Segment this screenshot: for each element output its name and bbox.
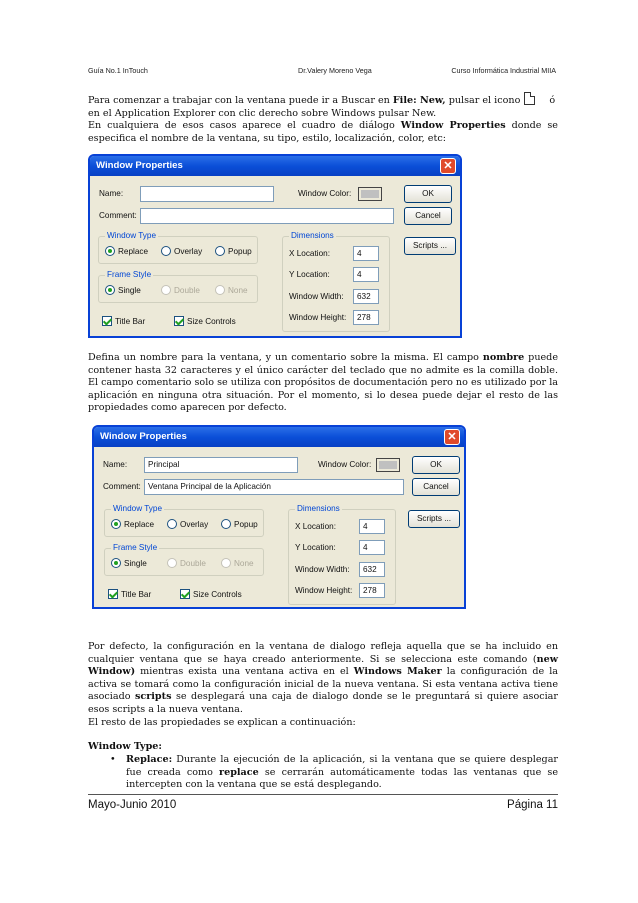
comment-input[interactable]: Ventana Principal de la Aplicación	[144, 479, 404, 495]
size-controls-label: Size Controls	[193, 589, 242, 599]
x-location-label: X Location:	[289, 249, 330, 258]
window-height-input[interactable]: 278	[353, 310, 379, 325]
radio-icon	[167, 558, 177, 568]
none-label: None	[234, 558, 254, 568]
page-header	[88, 66, 556, 80]
y-location-input[interactable]: 4	[359, 540, 385, 555]
paragraph-bold-scripts: scripts	[134, 691, 172, 703]
header-course-name: Curso Informática Industrial MIIA	[451, 66, 556, 75]
name-label: Name:	[103, 460, 128, 469]
cancel-button[interactable]: Cancel	[412, 478, 460, 496]
footer-divider	[88, 794, 558, 795]
popup-label: Popup	[228, 246, 252, 256]
x-location-label: X Location:	[295, 522, 336, 531]
new-document-icon	[524, 92, 535, 105]
paragraph-text: mientras exista una ventana activa en el	[135, 666, 354, 678]
x-location-input[interactable]: 4	[353, 246, 379, 261]
dimensions-group	[282, 231, 390, 332]
title-bar-label: Title Bar	[115, 316, 146, 326]
intro-text: donde se especifica el nombre de la ventana, su tipo, estilo, localización, color, etc:	[88, 120, 558, 144]
window-color-swatch[interactable]	[358, 187, 382, 201]
title-bar-checkbox[interactable]	[102, 316, 145, 326]
radio-icon	[215, 246, 225, 256]
intro-paragraph	[88, 92, 558, 145]
paragraph-bold-windows-maker: Windows Maker	[353, 666, 442, 678]
popup-radio[interactable]	[215, 246, 252, 256]
bullet-text: se cerrarán automáticamente todas las ventanas que se intercepten con la ventana que se está desplegando.	[126, 766, 558, 791]
intro-text: en el Application Explorer con clic derecho sobre Windows pulsar New.	[88, 107, 437, 119]
replace-label: Replace	[124, 519, 155, 529]
frame-style-title: Frame Style	[107, 270, 152, 279]
dialog-title: Window Properties	[94, 427, 464, 447]
double-label: Double	[174, 285, 200, 295]
single-radio[interactable]	[111, 558, 147, 568]
ok-button[interactable]: OK	[412, 456, 460, 474]
window-properties-dialog-empty	[88, 154, 462, 338]
paragraph-text: Defina un nombre para la ventana, y un comentario sobre la misma. El campo	[88, 352, 483, 363]
radio-selected-icon	[105, 246, 115, 256]
comment-input[interactable]	[140, 208, 394, 224]
checkbox-checked-icon	[180, 589, 190, 599]
intro-window-properties: Window Properties	[400, 120, 506, 132]
single-radio[interactable]	[105, 285, 141, 295]
radio-selected-icon	[105, 285, 115, 295]
footer-page-number: Página 11	[507, 799, 558, 811]
checkbox-checked-icon	[102, 316, 112, 326]
single-label: Single	[118, 285, 141, 295]
dimensions-group	[288, 504, 396, 605]
bullet-text: Durante la ejecución de la aplicación, si la ventana que se quiere desplegar fue creada como	[126, 754, 558, 778]
frame-style-group	[98, 270, 258, 303]
window-color-label: Window Color:	[298, 189, 352, 198]
y-location-label: Y Location:	[289, 270, 330, 279]
window-width-label: Window Width:	[295, 565, 350, 574]
dialog-title: Window Properties	[90, 156, 460, 176]
y-location-input[interactable]: 4	[353, 267, 379, 282]
window-height-label: Window Height:	[295, 586, 353, 595]
intro-text: En cualquiera de esos casos aparece el cuadro de diálogo	[88, 120, 401, 132]
cancel-button[interactable]: Cancel	[404, 207, 452, 225]
window-type-group	[104, 504, 264, 537]
overlay-label: Overlay	[174, 246, 203, 256]
close-button[interactable]	[440, 158, 456, 174]
checkbox-checked-icon	[174, 316, 184, 326]
radio-icon	[161, 246, 171, 256]
paragraph-text: se desplegará una caja de dialogo donde se le preguntará si quiere asociar esos scripts a la nueva ventana.	[88, 691, 558, 715]
checkbox-checked-icon	[108, 589, 118, 599]
window-type-title: Window Type	[113, 504, 162, 513]
scripts-button[interactable]: Scripts ...	[408, 510, 460, 528]
radio-icon	[221, 558, 231, 568]
replace-radio[interactable]	[111, 519, 154, 529]
close-icon: ✕	[447, 431, 457, 443]
replace-bullet	[106, 754, 558, 792]
size-controls-checkbox[interactable]	[174, 316, 236, 326]
double-label: Double	[180, 558, 206, 568]
y-location-label: Y Location:	[295, 543, 336, 552]
close-icon: ✕	[443, 160, 453, 172]
window-width-input[interactable]: 632	[359, 562, 385, 577]
name-label: Name:	[99, 189, 124, 198]
window-height-label: Window Height:	[289, 313, 347, 322]
none-radio[interactable]	[221, 558, 254, 568]
replace-radio[interactable]	[105, 246, 148, 256]
paragraph-text: Por defecto, la configuración en la ventana de dialogo refleja aquella que se ha incluido en cualquier ventana que se haya creado anteriormente. Si se selecciona este comando (	[88, 641, 558, 665]
size-controls-label: Size Controls	[187, 316, 236, 326]
radio-icon	[215, 285, 225, 295]
none-label: None	[228, 285, 248, 295]
name-input[interactable]	[140, 186, 274, 202]
intro-text: ó	[549, 95, 556, 106]
intro-text: Para comenzar a trabajar con la ventana puede ir a Buscar en	[88, 95, 393, 106]
replace-label: Replace	[118, 246, 149, 256]
header-author: Dr.Valery Moreno Vega	[298, 66, 372, 75]
paragraph-text: El resto de las propiedades se explican a continuación:	[88, 716, 356, 728]
popup-radio[interactable]	[221, 519, 258, 529]
bullet-term-replace: Replace:	[126, 754, 173, 765]
paragraph-bold-nombre: nombre	[482, 352, 525, 363]
intro-file-new: File: New,	[392, 95, 446, 106]
frame-style-title: Frame Style	[113, 543, 158, 552]
close-button[interactable]	[444, 429, 460, 445]
window-height-input[interactable]: 278	[359, 583, 385, 598]
comment-label: Comment:	[103, 482, 141, 491]
dimensions-title: Dimensions	[297, 504, 340, 513]
double-radio[interactable]	[167, 558, 206, 568]
title-bar-checkbox[interactable]	[108, 589, 151, 599]
window-color-label: Window Color:	[318, 460, 372, 469]
paragraph-bold-new-window: new Window)	[88, 653, 558, 678]
window-type-group	[98, 231, 258, 264]
size-controls-checkbox[interactable]	[180, 589, 242, 599]
window-properties-dialog-filled	[92, 425, 466, 609]
window-type-heading: Window Type:	[88, 741, 162, 752]
window-width-label: Window Width:	[289, 292, 344, 301]
radio-icon	[167, 519, 177, 529]
overlay-radio[interactable]	[167, 519, 208, 529]
ok-button[interactable]: OK	[404, 185, 452, 203]
overlay-label: Overlay	[180, 519, 209, 529]
bullet-bold-replace: replace	[219, 766, 259, 778]
none-radio[interactable]	[215, 285, 248, 295]
comment-label: Comment:	[99, 211, 137, 220]
window-width-input[interactable]: 632	[353, 289, 379, 304]
double-radio[interactable]	[161, 285, 200, 295]
title-bar-label: Title Bar	[121, 589, 152, 599]
overlay-radio[interactable]	[161, 246, 202, 256]
x-location-input[interactable]: 4	[359, 519, 385, 534]
scripts-button[interactable]: Scripts ...	[404, 237, 456, 255]
defaults-paragraph	[88, 641, 558, 729]
dimensions-title: Dimensions	[291, 231, 334, 240]
window-type-title: Window Type	[107, 231, 156, 240]
radio-icon	[161, 285, 171, 295]
popup-label: Popup	[234, 519, 258, 529]
single-label: Single	[124, 558, 147, 568]
window-color-swatch[interactable]	[376, 458, 400, 472]
name-input[interactable]: Principal	[144, 457, 298, 473]
paragraph-text: puede contener hasta 32 caracteres y el único carácter del teclado que no admite es la comilla doble. El campo comentario solo se utiliza con propósitos de documentación pero no es utilizado por la aplicación en ninguna otra situación. Por el momento, si lo desea puede dejar el resto de las propiedades como aparecen por defecto.	[88, 352, 558, 414]
radio-selected-icon	[111, 519, 121, 529]
page-footer	[88, 799, 558, 815]
radio-icon	[221, 519, 231, 529]
frame-style-group	[104, 543, 264, 576]
radio-selected-icon	[111, 558, 121, 568]
header-course-guide: Guía No.1 InTouch	[88, 66, 148, 75]
paragraph-text: la configuración de la activa se tomará como la configuración inicial de la nueva ventana. Si esta ventana activa tiene asociado	[88, 666, 558, 703]
footer-date: Mayo-Junio 2010	[88, 799, 177, 811]
intro-text: pulsar el icono	[445, 95, 521, 106]
name-comment-paragraph	[88, 352, 558, 415]
bullet-icon: •	[110, 754, 116, 765]
